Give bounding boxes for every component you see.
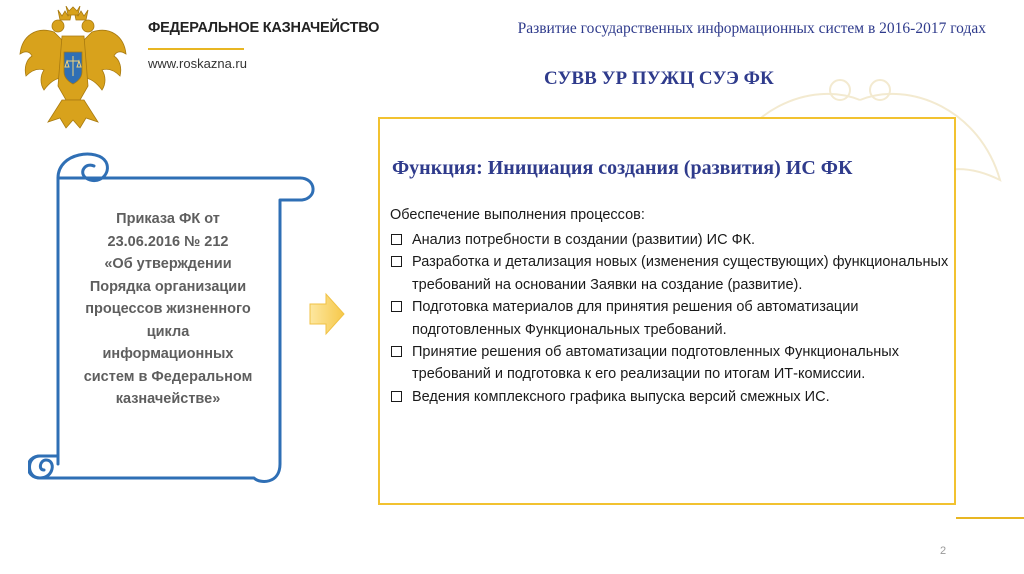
function-intro: Обеспечение выполнения процессов: [390,207,645,223]
page-number: 2 [940,545,947,557]
function-panel [378,117,956,505]
list-item [390,296,950,341]
order-text-line: казначействе» [115,391,221,407]
checkbox-icon [391,256,402,267]
order-text-line: процессов жизненного [85,301,251,317]
organization-url[interactable]: www.roskazna.ru [148,56,247,71]
order-text-line: систем в Федеральном [83,368,253,385]
order-text-line: Приказа ФК от [116,211,220,227]
order-text-line: Порядка организации [89,278,247,295]
list-item-text: Разработка и детализация новых (изменения существующих) функциональных требований на основании Заявки на создание (развитие). [412,254,949,293]
list-item [390,251,950,296]
arrow-right-icon [308,292,346,336]
checkbox-icon [391,391,402,402]
order-text-line: «Об утверждении [104,256,232,272]
header-divider [148,48,244,50]
order-text-line: цикла [146,323,190,340]
checkbox-icon [391,346,402,357]
footer-divider [956,517,1024,519]
checkbox-icon [391,301,402,312]
list-item [390,386,950,408]
organization-name: ФЕДЕРАЛЬНОЕ КАЗНАЧЕЙСТВО [148,20,380,36]
list-item-text: Анализ потребности в создании (развитии) ИС ФК. [412,232,756,248]
list-item [390,341,950,386]
order-text-line: 23.06.2016 № 212 [107,233,229,250]
list-item-text: Принятие решения об автоматизации подготовленных Функциональных требований и подготовка к его реализации по итогам ИТ-комиссии. [412,344,899,383]
list-item-text: Ведения комплексного графика выпуска версий смежных ИС. [412,388,830,405]
process-list [390,229,950,408]
list-item-text: Подготовка материалов для принятия решения об автоматизации подготовленных Функциональных требований. [412,299,859,338]
page-header-title: Развитие государственных информационных систем в 2016-2017 годах [517,20,986,37]
emblem-logo [18,6,128,130]
list-item [390,229,950,251]
function-heading: Функция: Инициация создания (развития) ИС ФК [392,157,853,179]
order-reference-text [68,208,268,411]
checkbox-icon [391,234,402,245]
order-text-line: информационных [102,346,234,362]
section-title: СУВВ УР ПУЖЦ СУЭ ФК [544,68,774,89]
